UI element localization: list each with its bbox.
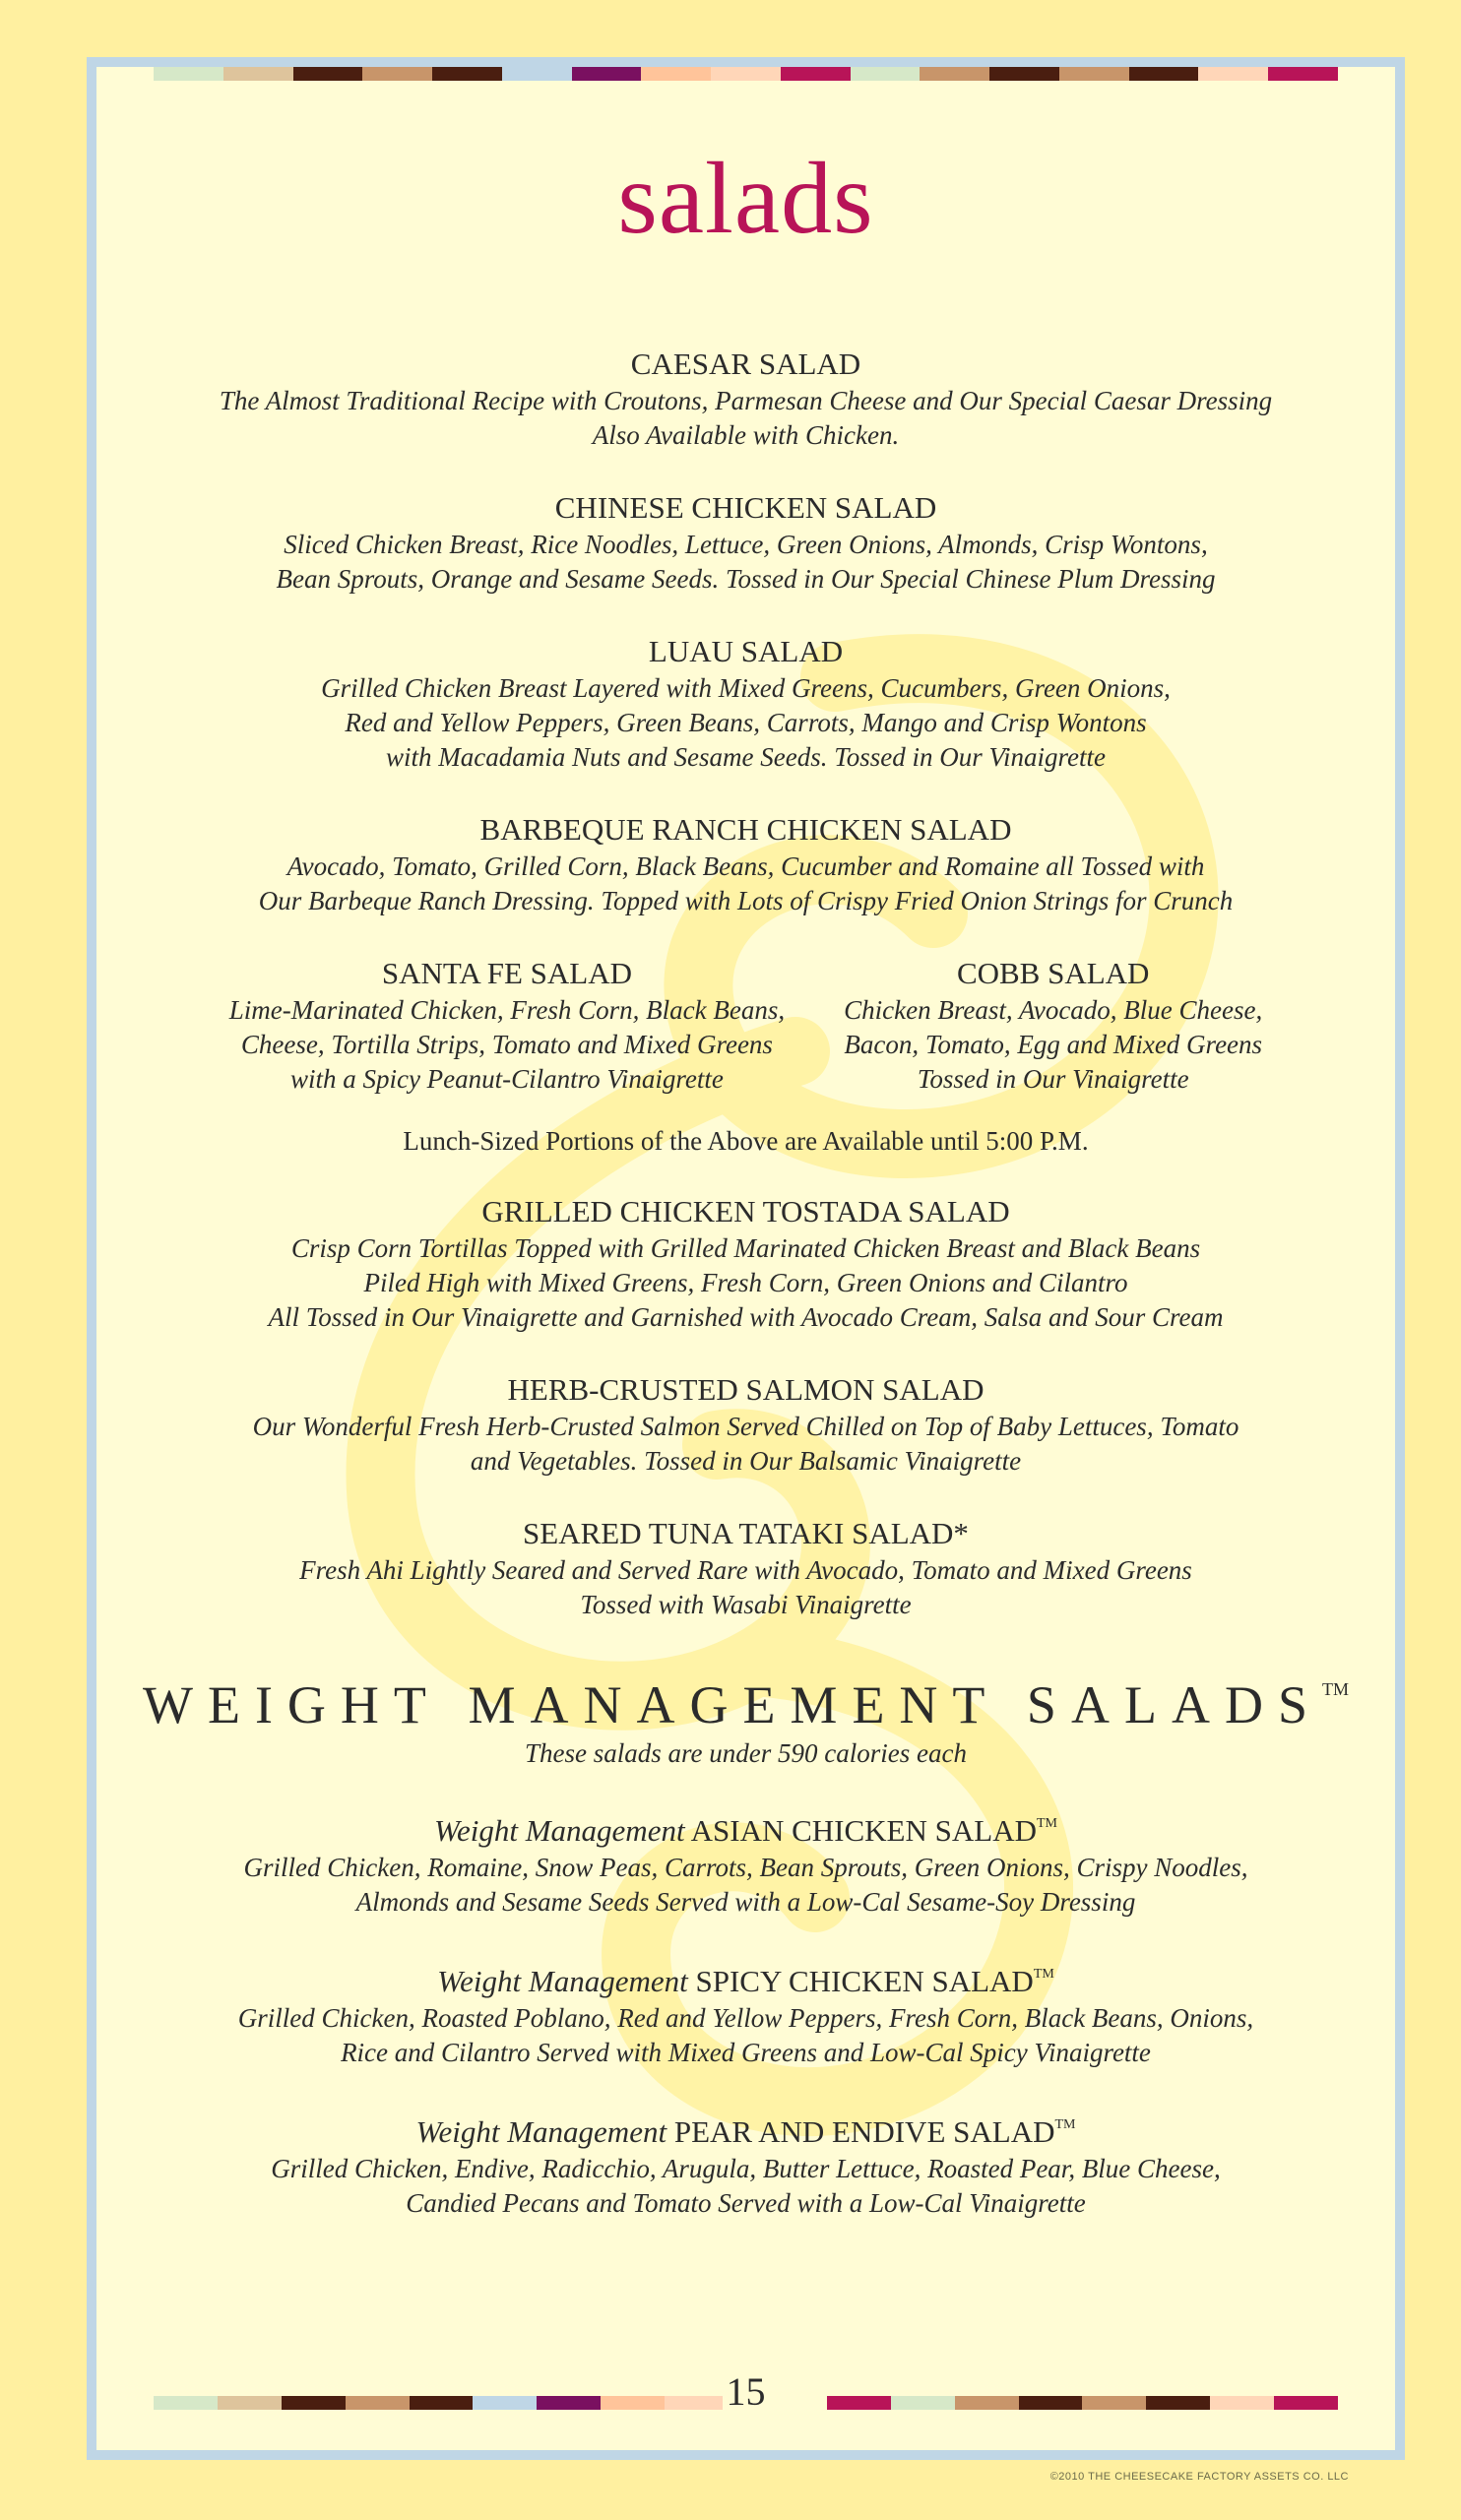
menu-item-name <box>136 2106 1356 2152</box>
menu-item-title: ASIAN CHICKEN SALAD <box>690 1813 1037 1848</box>
menu-item-name: SEARED TUNA TATAKI SALAD* <box>523 1516 969 1550</box>
stripe-segment <box>572 67 642 81</box>
weight-management-label: Weight Management <box>434 1813 685 1848</box>
menu-item-name <box>136 1955 1356 2001</box>
trademark-mark: TM <box>1054 2117 1076 2132</box>
stripe-segment <box>362 67 432 81</box>
stripe-segment <box>989 67 1059 81</box>
salads-list <box>136 345 1356 918</box>
menu-item-description: Crisp Corn Tortillas Topped with Grilled Marinated Chicken Breast and Black Beans Piled High with Mixed Greens, Fresh Corn, Green Onions and Cilantro All Tossed in Our Vinaigrette and Garnished with Avocado Cream, Salsa and Sour Cream <box>268 1233 1224 1332</box>
menu-item <box>136 1514 1356 1622</box>
stripe-segment <box>1198 67 1268 81</box>
menu-page <box>87 57 1405 2460</box>
menu-item-description: Lime-Marinated Chicken, Fresh Corn, Black Beans, Cheese, Tortilla Strips, Tomato and Mixed Greens with a Spicy Peanut-Cilantro Vinaigrette <box>228 995 786 1094</box>
stripe-segment <box>711 67 781 81</box>
salads-list-2 <box>136 1192 1356 1622</box>
weight-management-label: Weight Management <box>437 1964 688 1998</box>
menu-item-description: Grilled Chicken Breast Layered with Mixed Greens, Cucumbers, Green Onions, Red and Yellow Peppers, Green Beans, Carrots, Mango and Crisp Wontons with Macadamia Nuts and Sesame Seeds. Tossed in Our Vinaigrette <box>321 673 1171 772</box>
trademark-mark: TM <box>1321 1679 1349 1699</box>
menu-item-name: BARBEQUE RANCH CHICKEN SALAD <box>479 812 1012 847</box>
menu-item-name: COBB SALAD <box>956 956 1150 990</box>
stripe-segment <box>293 67 363 81</box>
menu-item <box>136 1370 1356 1479</box>
menu-item <box>136 810 1356 918</box>
weight-management-subtitle: These salads are under 590 calories each <box>525 1738 967 1768</box>
menu-item <box>136 488 1356 597</box>
stripe-segment <box>920 67 989 81</box>
menu-item-description: Sliced Chicken Breast, Rice Noodles, Lettuce, Green Onions, Almonds, Crisp Wontons, Bean Sprouts, Orange and Sesame Seeds. Tossed in Our Special Chinese Plum Dressing <box>276 530 1216 594</box>
stripe-segment <box>851 67 921 81</box>
menu-item-description: Avocado, Tomato, Grilled Corn, Black Beans, Cucumber and Romaine all Tossed with Our Barbeque Ranch Dressing. Topped with Lots of Crispy Fried Onion Strings for Crunch <box>258 851 1234 915</box>
menu-item-name: HERB-CRUSTED SALMON SALAD <box>507 1372 985 1407</box>
stripe-segment <box>1059 67 1129 81</box>
menu-item-name: SANTA FE SALAD <box>381 956 633 990</box>
copyright-notice: ©2010 THE CHEESECAKE FACTORY ASSETS CO. LLC <box>1049 2471 1349 2483</box>
menu-item-description: Chicken Breast, Avocado, Blue Cheese, Bacon, Tomato, Egg and Mixed Greens Tossed in Our Vinaigrette <box>844 995 1263 1094</box>
trademark-mark: TM <box>1036 1816 1057 1831</box>
menu-item-name: LUAU SALAD <box>648 634 844 668</box>
menu-item <box>844 954 1262 1097</box>
menu-item-name: CAESAR SALAD <box>630 346 861 381</box>
menu-item-name: GRILLED CHICKEN TOSTADA SALAD <box>481 1194 1010 1228</box>
menu-item-title: SPICY CHICKEN SALAD <box>695 1964 1034 1998</box>
menu-item-name: CHINESE CHICKEN SALAD <box>554 490 937 525</box>
menu-item <box>136 1804 1356 1920</box>
stripe-segment <box>781 67 851 81</box>
stripe-segment <box>223 67 293 81</box>
menu-item-description: Grilled Chicken, Roasted Poblano, Red and Yellow Peppers, Fresh Corn, Black Beans, Onions, Rice and Cilantro Served with Mixed Greens and Low-Cal Spicy Vinaigrette <box>237 2003 1254 2067</box>
menu-item-description: Fresh Ahi Lightly Seared and Served Rare with Avocado, Tomato and Mixed Greens Tossed with Wasabi Vinaigrette <box>299 1555 1192 1619</box>
menu-content <box>136 345 1356 2256</box>
menu-item <box>229 954 785 1097</box>
menu-item-description: The Almost Traditional Recipe with Croutons, Parmesan Cheese and Our Special Caesar Dressing Also Available with Chicken. <box>219 386 1273 450</box>
weight-management-label: Weight Management <box>415 2114 667 2149</box>
stripe-segment <box>502 67 572 81</box>
page-number: 15 <box>96 2368 1395 2415</box>
stripe-segment <box>641 67 711 81</box>
stripe-segment <box>432 67 502 81</box>
menu-item-description: Grilled Chicken, Endive, Radicchio, Arugula, Butter Lettuce, Roasted Pear, Blue Cheese, Candied Pecans and Tomato Served with a Low-Cal Vinaigrette <box>271 2154 1221 2218</box>
menu-item-description: Grilled Chicken, Romaine, Snow Peas, Carrots, Bean Sprouts, Green Onions, Crispy Noodles, Almonds and Sesame Seeds Served with a Low-Cal Sesame-Soy Dressing <box>243 1853 1248 1917</box>
weight-management-list <box>136 1804 1356 2221</box>
menu-item <box>136 1192 1356 1335</box>
stripe-segment <box>1268 67 1338 81</box>
menu-item <box>136 632 1356 775</box>
lunch-note: Lunch-Sized Portions of the Above are Available until 5:00 P.M. <box>403 1126 1089 1156</box>
weight-management-title: WEIGHT MANAGEMENT SALADS™ <box>143 1675 1349 1734</box>
page-title: salads <box>617 142 874 255</box>
top-color-stripe <box>154 67 1338 81</box>
two-column-salads <box>136 954 1356 1097</box>
menu-item <box>136 2106 1356 2221</box>
stripe-segment <box>154 67 223 81</box>
menu-item <box>136 1955 1356 2070</box>
trademark-mark: TM <box>1033 1967 1054 1982</box>
menu-item <box>136 345 1356 453</box>
menu-item-description: Our Wonderful Fresh Herb-Crusted Salmon Served Chilled on Top of Baby Lettuces, Tomato and Vegetables. Tossed in Our Balsamic Vinaigrette <box>252 1412 1239 1476</box>
menu-item-name <box>136 1804 1356 1851</box>
stripe-segment <box>1129 67 1199 81</box>
menu-item-title: PEAR AND ENDIVE SALAD <box>673 2114 1055 2149</box>
